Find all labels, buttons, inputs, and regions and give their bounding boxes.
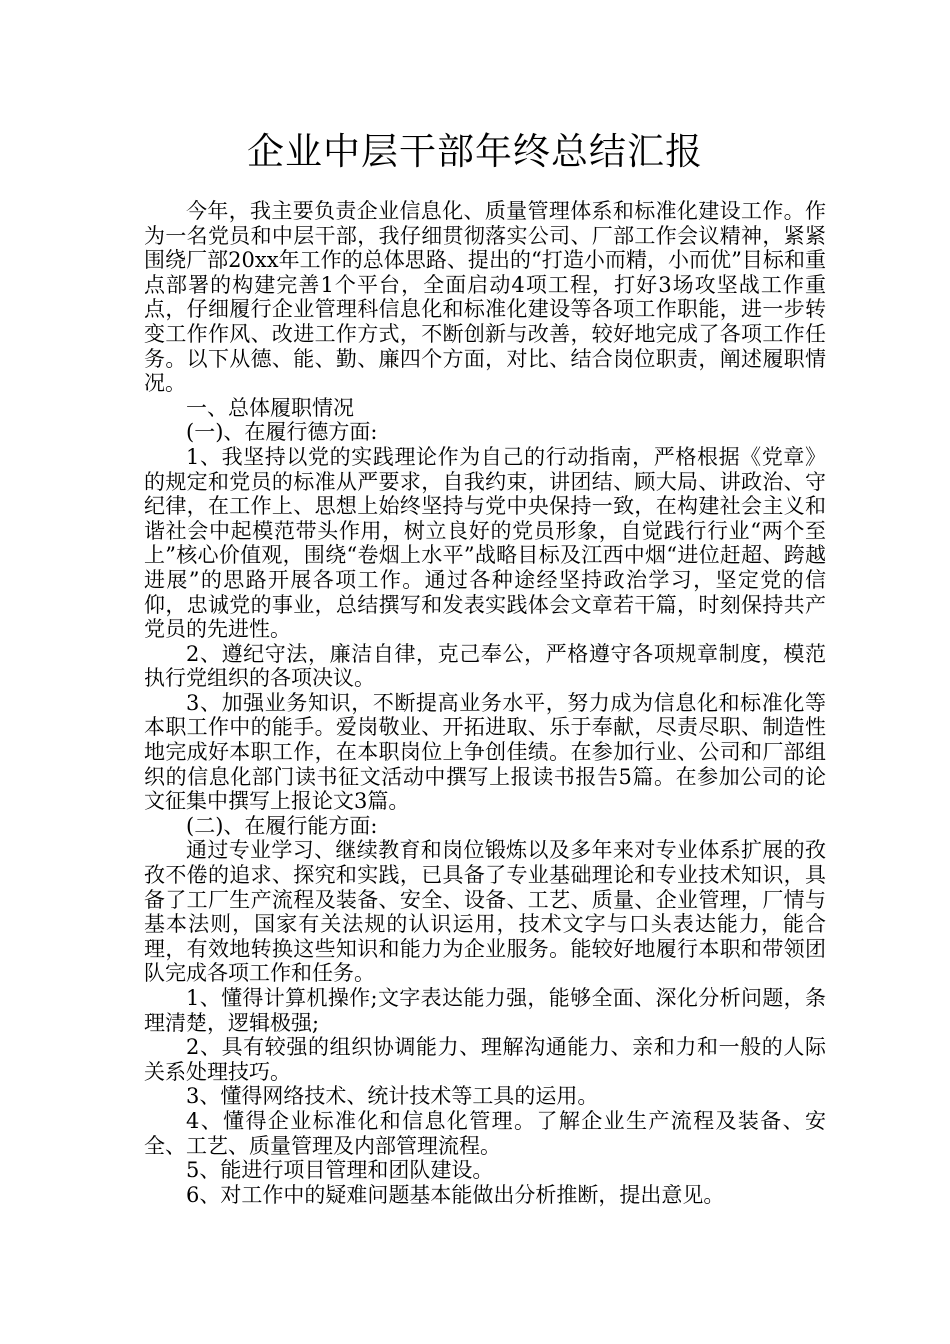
paragraph-virtue-1: 1、我坚持以党的实践理论作为自己的行动指南，严格根据《党章》的规定和党员的标准从严要求，自我约束，讲团结、顾大局、讲政治、守纪律，在工作上、思想上始终坚持与党中央保持一致，在构建社会主义和谐社会中起模范带头作用，树立良好的党员形象，自觉践行行业“两个至上”核心价值观，围绕“卷烟上水平”战略目标及江西中烟“进位赶超、跨越进展”的思路开展各项工作。通过各种途经坚持政治学习，坚定党的信仰，忠诚党的事业，总结撰写和发表实践体会文章若干篇，时刻保持共产党员的先进性。 [144,444,826,642]
paragraph-intro: 今年，我主要负责企业信息化、质量管理体系和标准化建设工作。作为一名党员和中层干部，我仔细贯彻落实公司、厂部工作会议精神，紧紧围绕厂部20xx年工作的总体思路、提出的“打造小而精，小而优”目标和重点部署的构建完善1个平台，全面启动4项工程，打好3场攻坚战工作重点，仔细履行企业管理科信息化和标准化建设等各项工作职能，进一步转变工作作风、改进工作方式，不断创新与改善，较好地完成了各项工作任务。以下从德、能、勤、廉四个方面，对比、结合岗位职责，阐述履职情况。 [144,199,826,396]
document-title: 企业中层干部年终总结汇报 [247,130,703,173]
paragraph-ability-6: 6、对工作中的疑难问题基本能做出分析推断，提出意见。 [186,1182,725,1207]
subsection-heading-virtue: (一)、在履行德方面: [186,420,378,445]
section-heading-overall: 一、总体履职情况 [186,395,354,420]
paragraph-virtue-2: 2、遵纪守法，廉洁自律，克己奉公，严格遵守各项规章制度，模范执行党组织的各项决议。 [144,641,826,691]
paragraph-ability-intro: 通过专业学习、继续教育和岗位锻炼以及多年来对专业体系扩展的孜孜不倦的追求、探究和实践，已具备了专业基础理论和专业技术知识，具备了工厂生产流程及装备、安全、设备、工艺、质量、企业管理，厂情与基本法则，国家有关法规的认识运用，技术文字与口头表达能力，能合理，有效地转换这些知识和能力为企业服务。能较好地履行本职和带领团队完成各项工作和任务。 [144,838,826,986]
paragraph-ability-4: 4、懂得企业标准化和信息化管理。了解企业生产流程及装备、安全、工艺、质量管理及内部管理流程。 [144,1108,826,1158]
paragraph-ability-1: 1、懂得计算机操作;文字表达能力强，能够全面、深化分析问题，条理清楚，逻辑极强; [144,986,826,1035]
paragraph-virtue-3: 3、加强业务知识，不断提高业务水平，努力成为信息化和标准化等本职工作中的能手。爱岗敬业、开拓进取、乐于奉献，尽责尽职、制造性地完成好本职工作，在本职岗位上争创佳绩。在参加行业、公司和厂部组织的信息化部门读书征文活动中撰写上报读书报告5篇。在参加公司的论文征集中撰写上报论文3篇。 [144,690,826,814]
paragraph-ability-2: 2、具有较强的组织协调能力、理解沟通能力、亲和力和一般的人际关系处理技巧。 [144,1035,826,1084]
subsection-heading-ability: (二)、在履行能方面: [186,813,378,838]
paragraph-ability-5: 5、能进行项目管理和团队建设。 [186,1158,494,1183]
document-body [144,199,826,1207]
paragraph-ability-3: 3、懂得网络技术、统计技术等工具的运用。 [186,1084,599,1109]
